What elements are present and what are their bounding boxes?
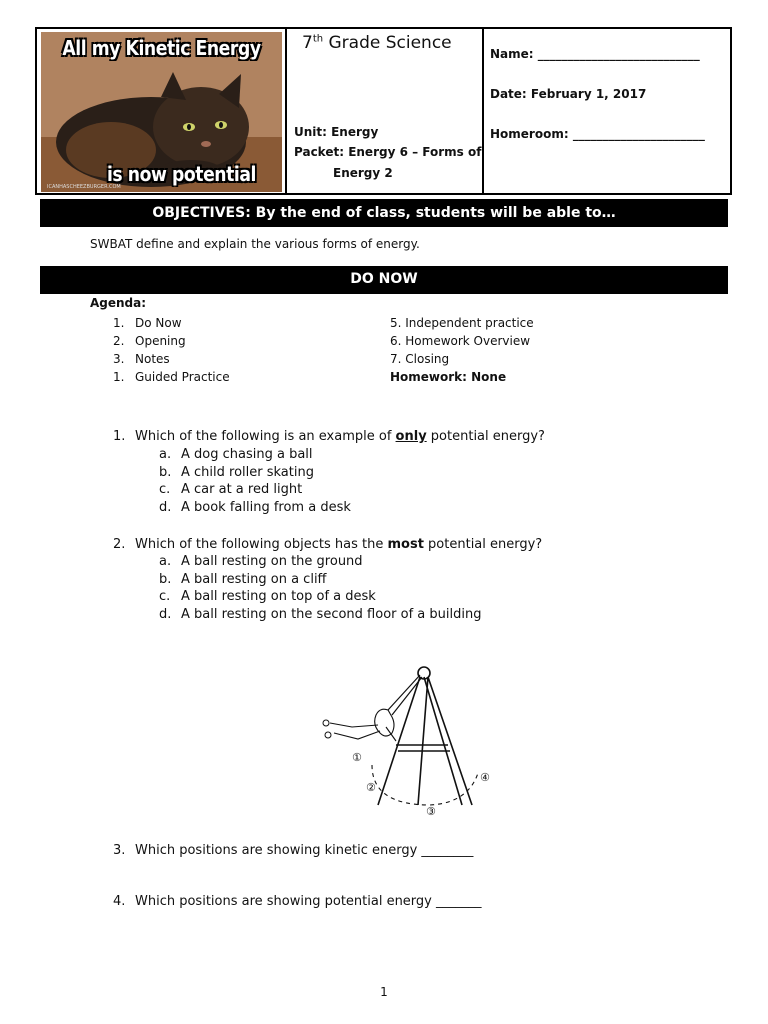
- answer-option[interactable]: a. A dog chasing a ball: [159, 447, 313, 462]
- list-item: 2. Opening: [113, 334, 186, 348]
- position-3-label: ③: [426, 805, 436, 818]
- agenda-right-list: [390, 314, 534, 386]
- meme-top-caption: All my Kinetic Energy: [62, 36, 261, 60]
- answer-option[interactable]: d. A book falling from a desk: [159, 499, 351, 515]
- meme-image: [41, 32, 282, 192]
- packet-label-cont: Energy 2: [333, 166, 393, 180]
- name-field[interactable]: Name: ___________________________: [490, 47, 700, 61]
- question-1: 1. Which of the following is an example of only potential energy?: [113, 429, 545, 444]
- course-title: 7th Grade Science: [302, 33, 452, 53]
- answer-option[interactable]: c. A ball resting on top of a desk: [159, 589, 376, 604]
- homework-note: Homework: None: [390, 370, 507, 384]
- question-2-options: [159, 553, 481, 623]
- question-2: 2. Which of the following objects has the most potential energy?: [113, 537, 543, 552]
- list-item: 6. Homework Overview: [390, 334, 531, 348]
- list-item: 3. Notes: [113, 352, 170, 366]
- page-number: 1: [380, 985, 388, 999]
- do-now-bar: DO NOW: [40, 266, 728, 294]
- homeroom-field[interactable]: Homeroom: ______________________: [490, 127, 705, 141]
- position-2-label: ②: [366, 781, 376, 794]
- packet-label: Packet: Energy 6 – Forms of: [294, 145, 482, 159]
- question-1-options: [159, 446, 351, 516]
- objectives-text: SWBAT define and explain the various forms of energy.: [90, 237, 420, 251]
- answer-option[interactable]: d. A ball resting on the second floor of a building: [159, 606, 482, 622]
- list-item: 5. Independent practice: [390, 316, 534, 330]
- answer-option[interactable]: b. A ball resting on a cliff: [159, 571, 327, 587]
- column-divider: [285, 29, 287, 193]
- list-item: 1. Guided Practice: [113, 370, 230, 384]
- agenda-title: Agenda:: [90, 296, 147, 310]
- agenda-left-list: [113, 314, 230, 386]
- swing-diagram: [300, 655, 510, 825]
- answer-option[interactable]: c. A car at a red light: [159, 482, 303, 497]
- list-item: 7. Closing: [390, 352, 450, 366]
- meme-bottom-caption: is now potential: [106, 162, 257, 186]
- position-4-label: ④: [480, 771, 490, 784]
- objectives-bar: OBJECTIVES: By the end of class, students will be able to…: [40, 199, 728, 227]
- position-1-label: ①: [352, 751, 362, 764]
- meme-credit: ICANHASCHEEZBURGER.COM: [47, 184, 121, 190]
- answer-option[interactable]: b. A child roller skating: [159, 464, 314, 480]
- question-4[interactable]: 4. Which positions are showing potential energy _______: [113, 894, 482, 909]
- unit-label: Unit: Energy: [294, 125, 379, 139]
- header-table: [35, 27, 732, 195]
- date-label: Date: February 1, 2017: [490, 87, 647, 101]
- answer-option[interactable]: a. A ball resting on the ground: [159, 554, 363, 569]
- question-3[interactable]: 3. Which positions are showing kinetic energy ________: [113, 843, 474, 858]
- list-item: 1. Do Now: [113, 316, 182, 330]
- column-divider: [482, 29, 484, 193]
